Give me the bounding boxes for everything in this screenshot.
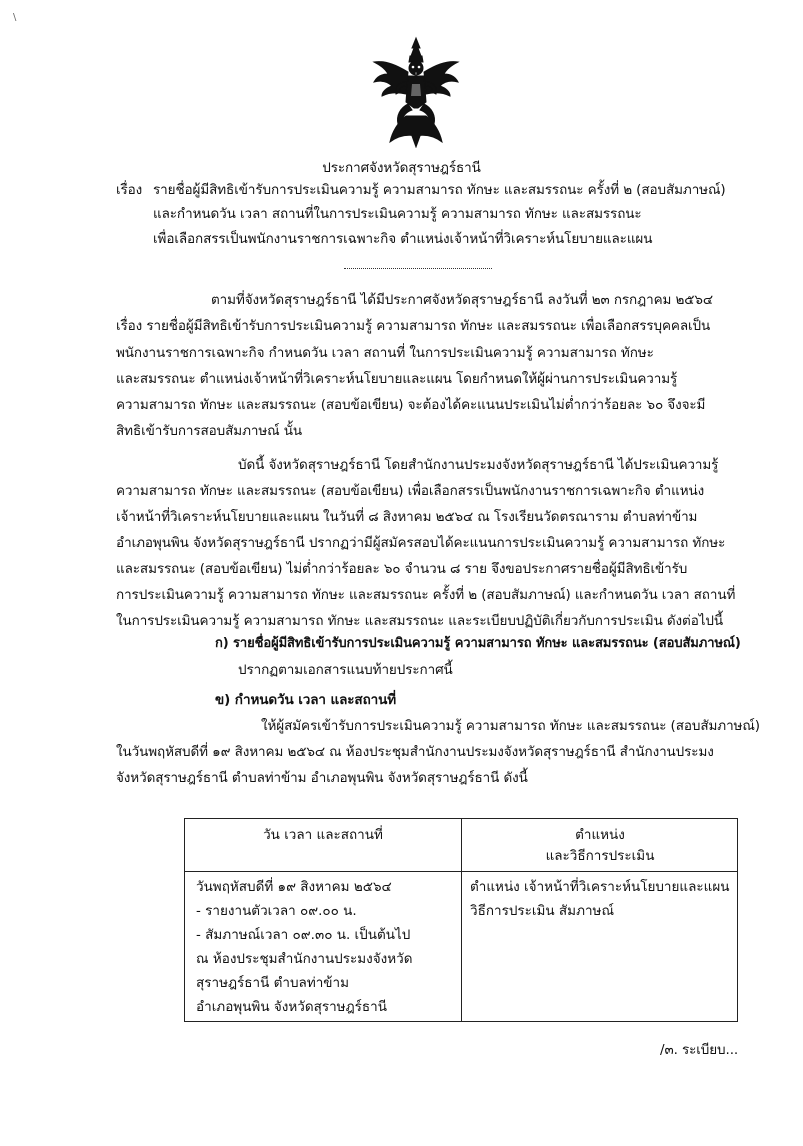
para2-line-2: ความสามารถ ทักษะ และสมรรถนะ (สอบข้อเขียน) เพื่อเลือกสรรเป็นพนักงานราชการเฉพาะกิจ ตำแหน่ง: [116, 483, 705, 499]
subject-line-2: และกำหนดวัน เวลา สถานที่ในการประเมินความรู้ ความสามารถ ทักษะ และสมรรถนะ: [153, 206, 642, 222]
para1-line-5: ความสามารถ ทักษะ และสมรรถนะ (สอบข้อเขียน) จะต้องได้คะแนนประเมินไม่ต่ำกว่าร้อยละ ๖๐ จึงจะมี: [116, 397, 706, 413]
para2-line-3: เจ้าหน้าที่วิเคราะห์นโยบายและแผน ในวันที่ ๘ สิงหาคม ๒๕๖๔ ณ โรงเรียนวัดตรณาราม ตำบลท่าข้าม: [116, 509, 698, 525]
item2-line-1: ให้ผู้สมัครเข้ารับการประเมินความรู้ ความสามารถ ทักษะ และสมรรถนะ (สอบสัมภาษณ์): [261, 718, 760, 734]
item2-heading: ข) กำหนดวัน เวลา และสถานที่: [215, 692, 397, 708]
corner-mark: \: [13, 12, 17, 23]
item1-text: ปรากฏตามเอกสารแนบท้ายประกาศนี้: [238, 662, 453, 678]
para1-line-3: พนักงานราชการเฉพาะกิจ กำหนดวัน เวลา สถานที่ ในการประเมินความรู้ ความสามารถ ทักษะ: [116, 345, 654, 361]
item2-line-3: จังหวัดสุราษฎร์ธานี ตำบลท่าข้าม อำเภอพุนพิน จังหวัดสุราษฎร์ธานี ดังนี้: [116, 770, 528, 786]
subject-line-1: รายชื่อผู้มีสิทธิเข้ารับการประเมินความรู้ ความสามารถ ทักษะ และสมรรถนะ ครั้งที่ ๒ (สอบสัมภาษณ์): [153, 182, 726, 198]
para2-line-4: อำเภอพุนพิน จังหวัดสุราษฎร์ธานี ปรากฏว่ามีผู้สมัครสอบได้คะแนนการประเมินความรู้ ความสามารถ ทักษะ: [116, 535, 726, 551]
table-row-right-line-2: วิธีการประเมิน สัมภาษณ์: [470, 903, 614, 919]
para2-line-5: และสมรรถนะ (สอบข้อเขียน) ไม่ต่ำกว่าร้อยละ ๖๐ จำนวน ๘ ราย จึงขอประกาศรายชื่อผู้มีสิทธิเข้ารับ: [116, 561, 688, 577]
para1-line-6: สิทธิเข้ารับการสอบสัมภาษณ์ นั้น: [116, 423, 303, 439]
table-header-divider: [185, 871, 737, 872]
table-row-right-line-1: ตำแหน่ง เจ้าหน้าที่วิเคราะห์นโยบายและแผน: [470, 879, 730, 895]
announcement-title: ประกาศจังหวัดสุราษฎร์ธานี: [322, 160, 481, 176]
separator-line: [344, 268, 492, 269]
table-row-left-line-5: สุราษฎร์ธานี ตำบลท่าข้าม: [196, 975, 350, 991]
table-row-left-line-4: ณ ห้องประชุมสำนักงานประมงจังหวัด: [196, 951, 413, 967]
para1-line-2: เรื่อง รายชื่อผู้มีสิทธิเข้ารับการประเมินความรู้ ความสามารถ ทักษะ และสมรรถนะ เพื่อเลือกสรรบุคคลเป็น: [116, 318, 711, 334]
table-row-left-line-1: วันพฤหัสบดีที่ ๑๙ สิงหาคม ๒๕๖๔: [196, 879, 392, 895]
para1-line-4: และสมรรถนะ ตำแหน่งเจ้าหน้าที่วิเคราะห์นโยบายและแผน โดยกำหนดให้ผู้ผ่านการประเมินความรู้: [116, 371, 678, 387]
schedule-table: [184, 818, 738, 1022]
item1-heading: ก) รายชื่อผู้มีสิทธิเข้ารับการประเมินความรู้ ความสามารถ ทักษะ และสมรรถนะ (สอบสัมภาษณ์): [215, 636, 741, 651]
subject-line-3: เพื่อเลือกสรรเป็นพนักงานราชการเฉพาะกิจ ตำแหน่งเจ้าหน้าที่วิเคราะห์นโยบายและแผน: [153, 231, 653, 247]
continuation-note: /๓. ระเบียบ...: [660, 1042, 739, 1058]
table-row-left-line-3: - สัมภาษณ์เวลา ๐๙.๓๐ น. เป็นต้นไป: [196, 927, 411, 943]
item2-line-2: ในวันพฤหัสบดีที่ ๑๙ สิงหาคม ๒๕๖๔ ณ ห้องประชุมสำนักงานประมงจังหวัดสุราษฎร์ธานี สำนักงานประมง: [116, 744, 714, 760]
garuda-emblem-icon: [368, 36, 464, 148]
table-row-left-line-2: - รายงานตัวเวลา ๐๙.๐๐ น.: [196, 903, 357, 919]
table-header-left: วัน เวลา และสถานที่: [263, 827, 383, 843]
table-header-right-line-2: และวิธีการประเมิน: [545, 848, 655, 864]
para2-line-7: ในการประเมินความรู้ ความสามารถ ทักษะ และสมรรถนะ และระเบียบปฏิบัติเกี่ยวกับการประเมิน ดังต่อไปนี้: [116, 613, 724, 629]
para1-line-1: ตามที่จังหวัดสุราษฎร์ธานี ได้มีประกาศจังหวัดสุราษฎร์ธานี ลงวันที่ ๒๓ กรกฎาคม ๒๕๖๔: [211, 292, 713, 308]
table-row-left-line-6: อำเภอพุนพิน จังหวัดสุราษฎร์ธานี: [196, 999, 387, 1015]
table-header-right-line-1: ตำแหน่ง: [575, 827, 625, 843]
subject-label: เรื่อง: [116, 182, 143, 198]
para2-line-1: บัดนี้ จังหวัดสุราษฎร์ธานี โดยสำนักงานประมงจังหวัดสุราษฎร์ธานี ได้ประเมินความรู้: [238, 457, 719, 473]
para2-line-6: การประเมินความรู้ ความสามารถ ทักษะ และสมรรถนะ ครั้งที่ ๒ (สอบสัมภาษณ์) และกำหนดวัน เวลา สถานที่: [116, 587, 736, 603]
